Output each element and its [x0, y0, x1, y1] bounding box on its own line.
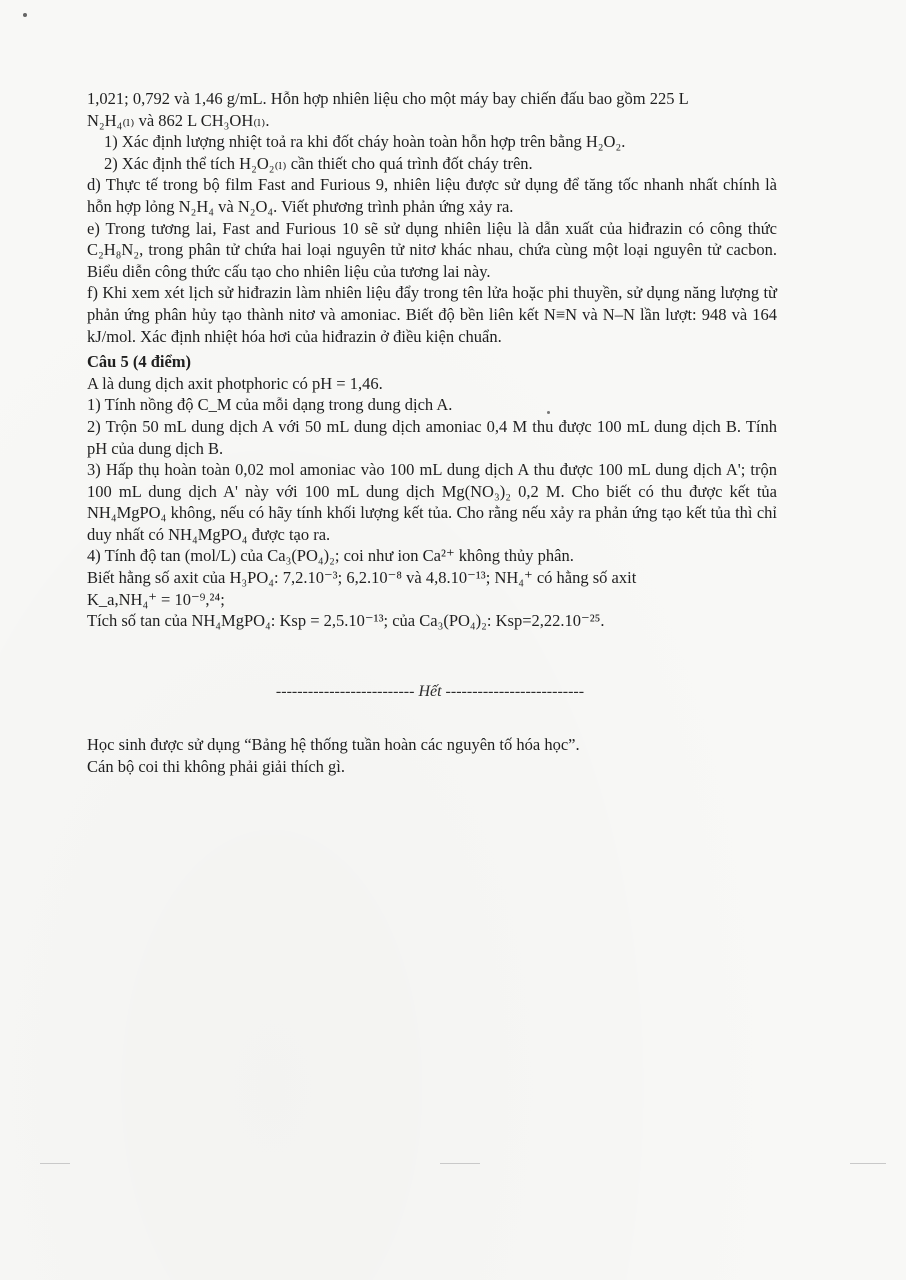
- paragraph-density: 1,021; 0,792 và 1,46 g/mL. Hỗn hợp nhiên liệu cho một máy bay chiến đấu bao gồm 225 L: [87, 89, 689, 108]
- scan-mark: [850, 1163, 886, 1164]
- scan-speck: [23, 13, 27, 17]
- end-dashes-right: --------------------------: [445, 683, 585, 700]
- exam-footer: [87, 734, 580, 778]
- question-5-part-4: 4) Tính độ tan (mol/L) của Ca₃(PO₄)₂; coi như ion Ca²⁺ không thủy phân.: [87, 546, 574, 566]
- scan-mark: [40, 1163, 70, 1164]
- question-d: d) Thực tế trong bộ film Fast and Furious 9, nhiên liệu được sử dụng để tăng tốc nhanh nhất chính là hỗn hợp lỏng N₂H₄ và N₂O₄. Viết phương trình phản ứng xảy ra.: [87, 175, 777, 216]
- question-5-intro: A là dung dịch axit photphoric có pH = 1,46.: [87, 373, 383, 393]
- question-f: f) Khi xem xét lịch sử hiđrazin làm nhiên liệu đẩy trong tên lửa hoặc phi thuyền, sử dụng năng lượng từ phản ứng phân hủy tạo thành nitơ và amoniac. Biết độ bền liên kết N≡N và N–N lần lượt: 948 và 164 kJ/mol. Xác định nhiệt hóa hơi của hiđrazin ở điều kiện chuẩn.: [87, 283, 777, 346]
- question-5-title: Câu 5 (4 điểm): [87, 352, 192, 372]
- acid-constants: Biết hằng số axit của H₃PO₄: 7,2.10⁻³; 6,2.10⁻⁸ và 4,8.10⁻¹³; NH₄⁺ có hằng số axit: [87, 568, 637, 588]
- question-c1: 1) Xác định lượng nhiệt toả ra khi đốt cháy hoàn toàn hỗn hợp trên bằng H₂O₂.: [104, 132, 626, 152]
- solubility-products: Tích số tan của NH₄MgPO₄: Ksp = 2,5.10⁻¹³; của Ca₃(PO₄)₂: Ksp=2,22.10⁻²⁵.: [87, 611, 605, 631]
- paragraph-fuel-mix: N₂H₄₍ₗ₎ và 862 L CH₃OH₍ₗ₎.: [87, 110, 270, 130]
- footer-note-1: Học sinh được sử dụng “Bảng hệ thống tuần hoàn các nguyên tố hóa học”.: [87, 735, 580, 754]
- scan-mark: [440, 1163, 480, 1164]
- question-c2: 2) Xác định thể tích H₂O₂₍ₗ₎ cần thiết cho quá trình đốt cháy trên.: [104, 153, 533, 173]
- end-dashes-left: --------------------------: [275, 683, 415, 700]
- question-5-part-2: 2) Trộn 50 mL dung dịch A với 50 mL dung dịch amoniac 0,4 M thu được 100 mL dung dịch B. Tính pH của dung dịch B.: [87, 416, 777, 458]
- ammonium-ka: K_a,NH₄⁺ = 10⁻⁹,²⁴;: [87, 589, 225, 609]
- question-5-part-1: 1) Tính nồng độ C_M của mỗi dạng trong dung dịch A.: [87, 395, 453, 415]
- footer-note-2: Cán bộ coi thi không phải giải thích gì.: [87, 757, 346, 776]
- end-word: Hết: [418, 683, 442, 700]
- question-5-part-3: 3) Hấp thụ hoàn toàn 0,02 mol amoniac vào 100 mL dung dịch A thu được 100 mL dung dịch A'; trộn 100 mL dung dịch A' này với 100 mL dung dịch Mg(NO₃)₂ 0,2 M. Cho biết có thu được kết tủa NH₄MgPO₄ không, nếu có hãy tính khối lượng kết tủa. Cho rằng nếu xảy ra phản ứng tạo kết tủa thì chỉ duy nhất có NH₄MgPO₄ được tạo ra.: [87, 460, 777, 544]
- end-marker: [250, 683, 610, 701]
- document-body: [87, 88, 777, 632]
- question-e: e) Trong tương lai, Fast and Furious 10 sẽ sử dụng nhiên liệu là dẫn xuất của hiđrazin có công thức C₂H₈N₂, trong phân tử chứa hai loại nguyên tử nitơ khác nhau, chứa cùng một loại nguyên tử cacbon. Biểu diễn công thức cấu tạo cho nhiên liệu của tương lai này.: [87, 218, 777, 281]
